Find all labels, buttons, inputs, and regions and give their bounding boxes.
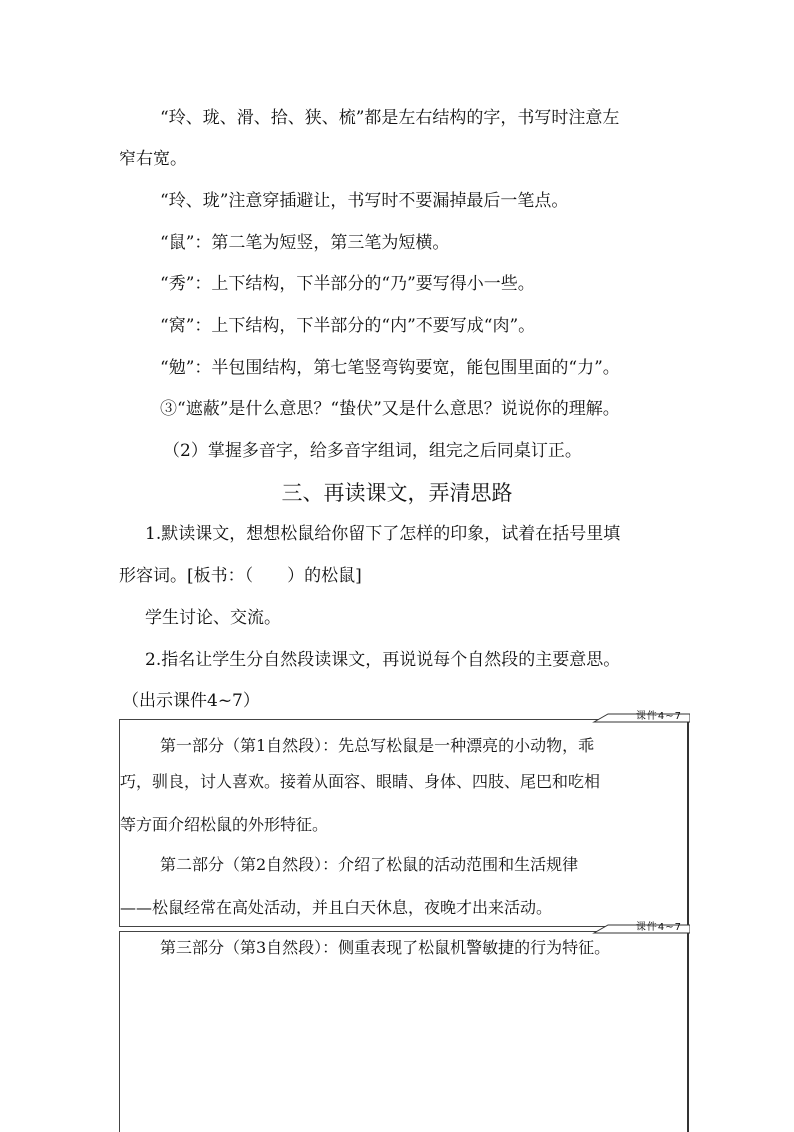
slide-tag-label-2: 课件4~7 [635,922,682,933]
slide1-part1-line3: 等方面介绍松鼠的外形特征。 [120,815,329,834]
slide1-part1-line2: 巧，驯良，讨人喜欢。接着从面容、眼睛、身体、四肢、尾巴和吃相 [120,772,601,791]
slide1-part2-line1: 第二部分（第2自然段）：介绍了松鼠的活动范围和生活规律 [160,855,579,874]
paragraph-polyphone: （2）掌握多音字，给多音字组词，组完之后同桌订正。 [163,441,582,461]
task-1-line-2: 形容词。[板书：（ ）的松鼠] [119,566,362,586]
paragraph-shu: “鼠”：第二笔为短竖，第三笔为短横。 [160,233,450,253]
slide1-part1-line1: 第一部分（第1自然段）：先总写松鼠是一种漂亮的小动物，乖 [160,736,595,755]
paragraph-stroke-left-right: “玲、珑、滑、拾、狭、梳”都是左右结构的字，书写时注意左 [160,108,620,128]
paragraph-xiu: “秀”：上下结构，下半部分的“乃”要写得小一些。 [160,274,535,294]
slide-box-2 [119,922,689,1132]
slide-tag-1 [590,713,690,723]
slide-box-1 [119,711,689,927]
task-2-line-1: 2.指名让学生分自然段读课文，再说说每个自然段的主要意思。 [145,650,621,670]
task-1-line-1: 1.默读课文，想想松鼠给你留下了怎样的印象，试着在括号里填 [145,524,621,544]
slide1-part2-line2: ——松鼠经常在高处活动，并且白天休息，夜晚才出来活动。 [120,898,553,917]
slide2-part3-line1: 第三部分（第3自然段）：侧重表现了松鼠机警敏捷的行为特征。 [160,938,611,957]
paragraph-question-3: ③“遮蔽”是什么意思？“蛰伏”又是什么意思？说说你的理解。 [160,399,620,419]
slide-tag-2 [590,924,690,934]
section-heading: 三、再读课文，弄清思路 [281,481,513,505]
paragraph-wo: “窝”：上下结构，下半部分的“内”不要写成“肉”。 [160,316,536,336]
task-2-line-2: （出示课件4~7） [122,691,260,711]
paragraph-stroke-left-right-cont: 窄右宽。 [119,149,187,169]
paragraph-mian: “勉”：半包围结构，第七笔竖弯钩要宽，能包围里面的“力”。 [160,358,620,378]
slide-tag-label-1: 课件4~7 [635,711,682,722]
task-discussion: 学生讨论、交流。 [145,608,281,628]
paragraph-ling-long: “玲、珑”注意穿插避让，书写时不要漏掉最后一笔点。 [160,191,569,211]
